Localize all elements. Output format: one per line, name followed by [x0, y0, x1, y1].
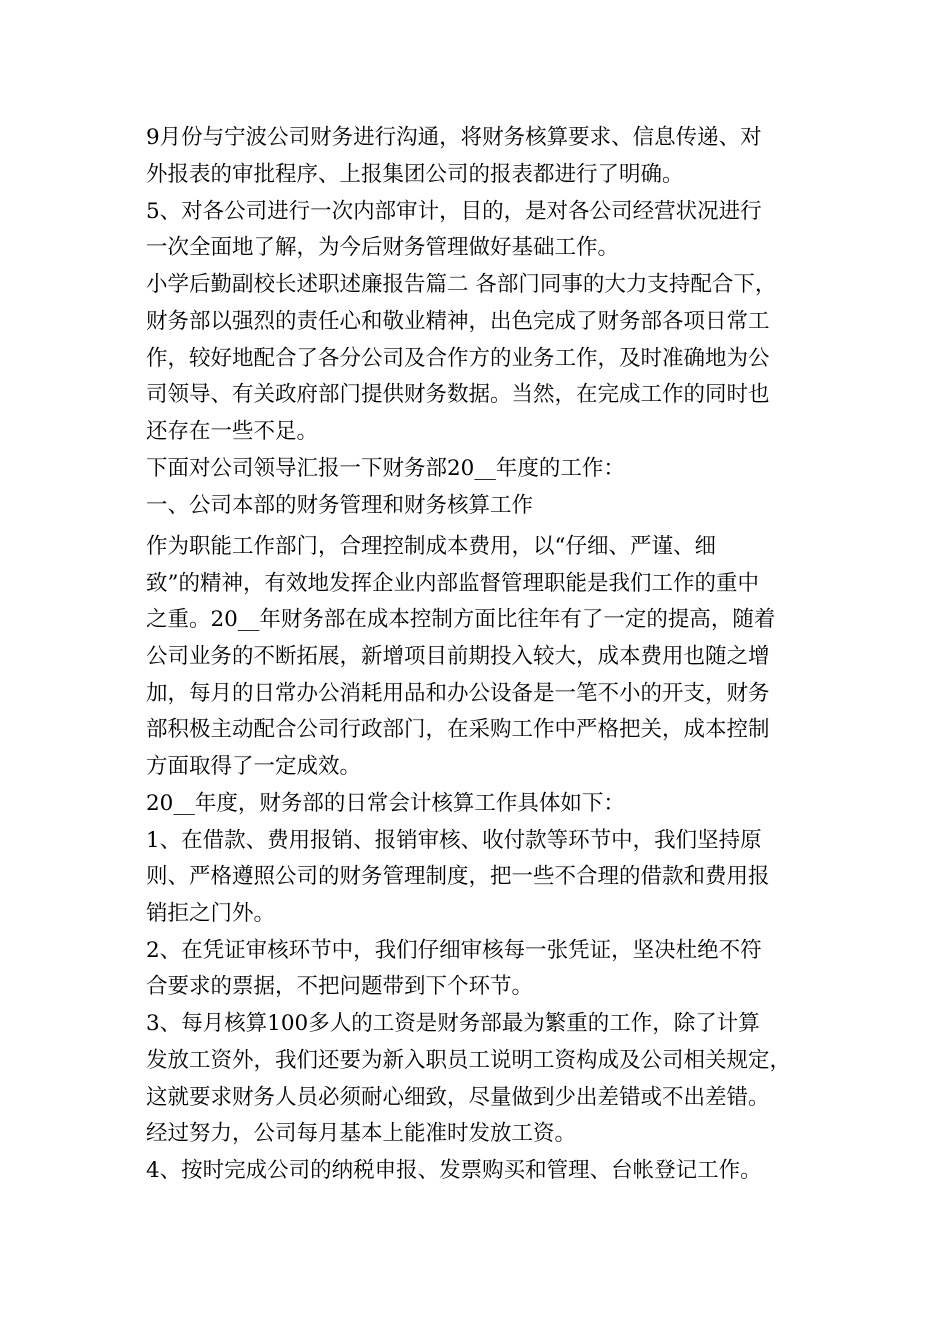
text-line: 作，较好地配合了各分公司及合作方的业务工作，及时准确地为公	[146, 346, 770, 371]
text-line: 发放工资外，我们还要为新入职员工说明工资构成及公司相关规定，	[146, 1048, 792, 1073]
text-line: 一、公司本部的财务管理和财务核算工作	[146, 493, 534, 518]
text-line: 经过努力，公司每月基本上能准时发放工资。	[146, 1121, 577, 1146]
text-line: 司领导、有关政府部门提供财务数据。当然，在完成工作的同时也	[146, 382, 770, 407]
text-line: 公司业务的不断拓展，新增项目前期投入较大，成本费用也随之增	[146, 644, 770, 669]
text-line: 加，每月的日常办公消耗用品和办公设备是一笔不小的开支，财务	[146, 681, 770, 706]
text-line: 之重。20__年财务部在成本控制方面比往年有了一定的提高，随着	[146, 607, 776, 632]
text-line: 2、在凭证审核环节中，我们仔细审核每一张凭证，坚决杜绝不符	[146, 938, 762, 963]
text-line: 作为职能工作部门，合理控制成本费用，以“仔细、严谨、细	[146, 534, 716, 559]
text-line: 20__年度，财务部的日常会计核算工作具体如下：	[146, 791, 625, 816]
text-line: 一次全面地了解，为今后财务管理做好基础工作。	[146, 235, 620, 260]
text-line: 3、每月核算100多人的工资是财务部最为繁重的工作，除了计算	[146, 1011, 760, 1036]
text-line: 部积极主动配合公司行政部门，在采购工作中严格把关，成本控制	[146, 717, 770, 742]
text-line: 财务部以强烈的责任心和敬业精神，出色完成了财务部各项日常工	[146, 309, 770, 334]
text-line: 则、严格遵照公司的财务管理制度，把一些不合理的借款和费用报	[146, 864, 770, 889]
text-line: 5、对各公司进行一次内部审计，目的，是对各公司经营状况进行	[146, 199, 762, 224]
text-line: 外报表的审批程序、上报集团公司的报表都进行了明确。	[146, 162, 684, 187]
text-line: 小学后勤副校长述职述廉报告篇二 各部门同事的大力支持配合下，	[146, 272, 777, 297]
text-line: 还存在一些不足。	[146, 419, 319, 444]
text-line: 合要求的票据，不把问题带到下个环节。	[146, 974, 534, 999]
text-line: 方面取得了一定成效。	[146, 754, 362, 779]
text-line: 致”的精神，有效地发挥企业内部监督管理职能是我们工作的重中	[146, 571, 759, 596]
text-line: 销拒之门外。	[146, 901, 276, 926]
text-line: 下面对公司领导汇报一下财务部20__年度的工作：	[146, 456, 625, 481]
text-line: 4、按时完成公司的纳税申报、发票购买和管理、台帐登记工作。	[146, 1158, 762, 1183]
text-line: 1、在借款、费用报销、报销审核、收付款等环节中，我们坚持原	[146, 828, 762, 853]
text-line: 这就要求财务人员必须耐心细致，尽量做到少出差错或不出差错。	[146, 1085, 770, 1110]
text-line: 9月份与宁波公司财务进行沟通，将财务核算要求、信息传递、对	[146, 125, 762, 150]
